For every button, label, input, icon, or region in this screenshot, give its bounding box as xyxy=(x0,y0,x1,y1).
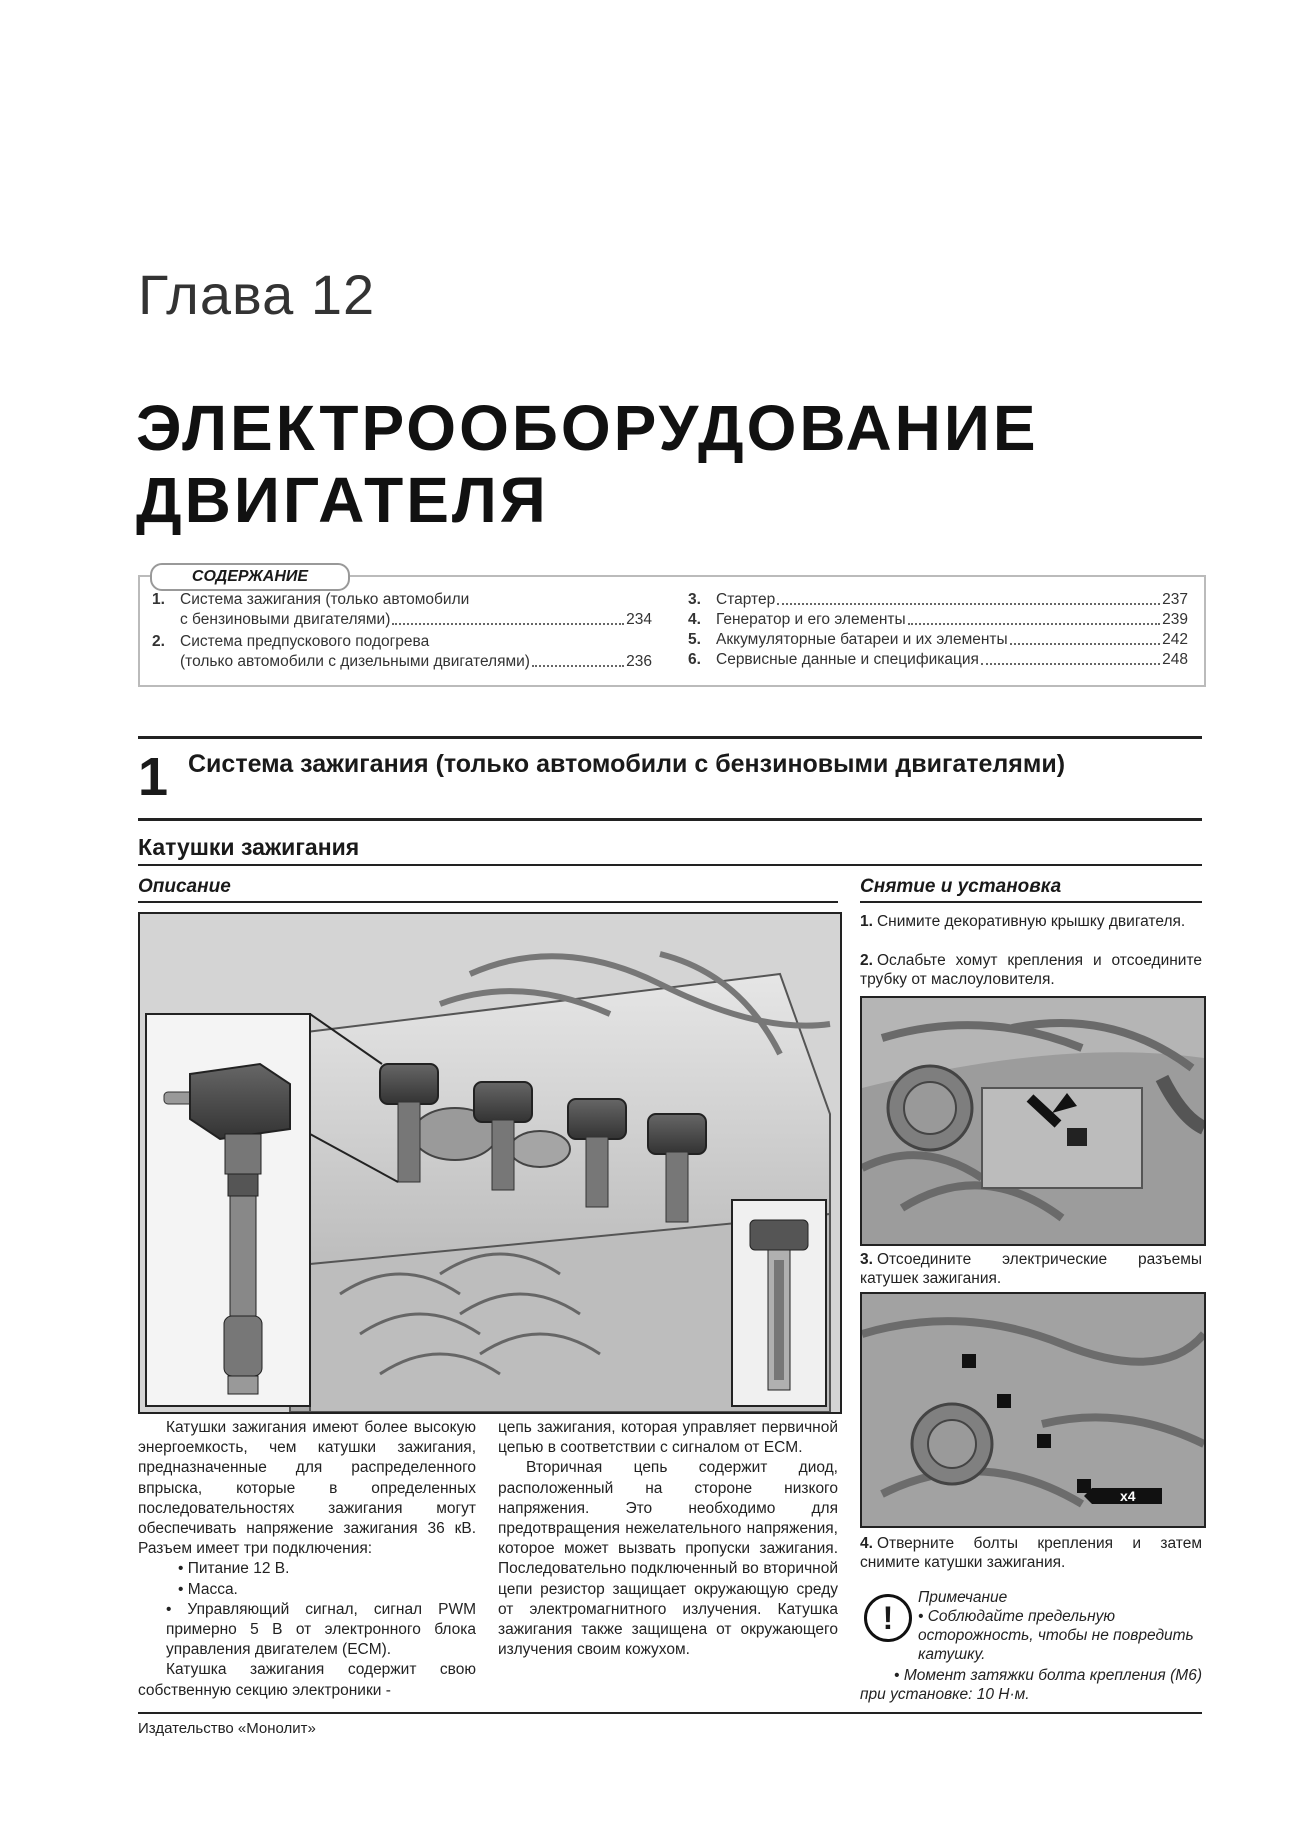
section-rule-top xyxy=(138,736,1202,739)
description-column-2 xyxy=(498,1418,838,1660)
toc-column-right xyxy=(688,590,1188,670)
bullet-item: • Управляющий сигнал, сигнал PWM примерно 5 В от электронного блока управления двигателем (ECM). xyxy=(166,1600,476,1659)
toc-item-num: 2. xyxy=(152,633,165,650)
bullet-item: • Питание 12 В. xyxy=(178,1560,290,1578)
footer-rule xyxy=(138,1712,1202,1714)
toc-item-1[interactable] xyxy=(152,590,652,630)
step-text: Отсоедините электрические разъемы катушек зажигания. xyxy=(860,1251,1202,1287)
warning-icon: ! xyxy=(864,1594,912,1642)
toc-item-text: Система зажигания (только автомобили xyxy=(180,591,470,608)
paragraph: цепь зажигания, которая управляет первичной цепью в соответствии с сигналом от ECM. xyxy=(498,1419,838,1457)
subsection-rule xyxy=(138,864,1202,866)
toc-heading: СОДЕРЖАНИЕ xyxy=(150,563,350,591)
toc-item-num: 5. xyxy=(688,631,701,648)
paragraph: Катушки зажигания имеют более высокую энергоемкость, чем катушки зажигания, предназначенные для распределенного впрыска, которые в определенных последовательностях зажигания могут обеспечивать напряжение зажигания 36 кВ. Разъем имеет три подключения: xyxy=(138,1419,476,1558)
description-heading: Описание xyxy=(138,876,838,903)
toc-item-2[interactable] xyxy=(152,632,652,672)
toc-item-text: Сервисные данные и спецификация xyxy=(716,651,979,668)
page-title-line-1: ЭЛЕКТРООБОРУДОВАНИЕ xyxy=(136,392,1039,464)
step-num: 4. xyxy=(860,1535,873,1552)
note-line-1: • Соблюдайте предельную осторожность, чтобы не повредить катушку. xyxy=(918,1608,1194,1663)
toc-item-page: 237 xyxy=(1162,591,1188,608)
chapter-label: Глава 12 xyxy=(138,263,376,326)
step-text: Отверните болты крепления и затем снимите катушки зажигания. xyxy=(860,1535,1202,1571)
toc-item-text: Аккумуляторные батареи и их элементы xyxy=(716,631,1008,648)
note-title: Примечание xyxy=(918,1589,1008,1606)
toc-item-page: 242 xyxy=(1162,631,1188,648)
note-box xyxy=(918,1588,1202,1664)
step-1 xyxy=(860,912,1202,931)
step-2 xyxy=(860,951,1202,989)
step-text: Ослабьте хомут крепления и отсоедините трубку от маслоуловителя. xyxy=(860,952,1202,988)
toc-item-num: 4. xyxy=(688,611,701,628)
paragraph: Вторичная цепь содержит диод, расположенный на стороне низкого напряжения. Это необходимо для предотвращения нежелательного напряжения, которое может вызвать пропуски зажигания. Последовательно подключенный во вторичной цепи резистор защищает окружающую среду от электромагнитного излучения. Катушка зажигания также защищена от окружающего излучения своим кожухом. xyxy=(498,1459,838,1659)
callout-label: x4 xyxy=(1120,1488,1136,1504)
removal-heading: Снятие и установка xyxy=(860,876,1202,903)
section-number: 1 xyxy=(138,747,169,807)
engine-photo-2 xyxy=(862,1294,1204,1526)
toc-item-num: 1. xyxy=(152,591,165,608)
step-num: 2. xyxy=(860,952,873,969)
toc-item-text-2: с бензиновыми двигателями) xyxy=(180,611,391,628)
engine-photo-1 xyxy=(862,998,1204,1244)
bullet-item: • Масса. xyxy=(178,1580,238,1598)
step-num: 3. xyxy=(860,1251,873,1268)
toc-item-text-2: (только автомобили с дизельными двигателями) xyxy=(180,653,530,670)
section-rule-bottom xyxy=(138,818,1202,821)
photo-step-3 xyxy=(860,1292,1206,1528)
note-line-2: • Момент затяжки болта крепления (М6) при установке: 10 Н·м. xyxy=(860,1667,1202,1703)
step-num: 1. xyxy=(860,913,873,930)
paragraph: Катушка зажигания содержит свою собственную секцию электроники - xyxy=(138,1661,476,1699)
toc-item-4[interactable] xyxy=(688,610,1188,630)
engine-illustration xyxy=(140,914,840,1412)
page-title xyxy=(136,392,1039,536)
toc-item-page: 234 xyxy=(626,611,652,628)
toc-item-num: 6. xyxy=(688,651,701,668)
toc-item-num: 3. xyxy=(688,591,701,608)
toc-item-page: 248 xyxy=(1162,651,1188,668)
toc-item-5[interactable] xyxy=(688,630,1188,650)
toc-item-text: Система предпускового подогрева xyxy=(180,633,430,650)
publisher-footer: Издательство «Монолит» xyxy=(138,1720,316,1737)
description-column-1 xyxy=(138,1418,476,1701)
page-title-line-2: ДВИГАТЕЛЯ xyxy=(136,464,549,536)
toc-column-left xyxy=(152,590,652,672)
section-title: Система зажигания (только автомобили с бензиновыми двигателями) xyxy=(188,750,1066,778)
step-4 xyxy=(860,1534,1202,1572)
engine-figure xyxy=(138,912,842,1414)
toc-item-page: 236 xyxy=(626,653,652,670)
toc-item-text: Стартер xyxy=(716,591,776,608)
subsection-title: Катушки зажигания xyxy=(138,834,360,860)
photo-step-2 xyxy=(860,996,1206,1246)
toc-item-3[interactable] xyxy=(688,590,1188,610)
step-text: Снимите декоративную крышку двигателя. xyxy=(876,913,1186,930)
toc-item-text: Генератор и его элементы xyxy=(716,611,906,628)
toc-item-page: 239 xyxy=(1162,611,1188,628)
toc-item-6[interactable] xyxy=(688,650,1188,670)
step-3 xyxy=(860,1250,1202,1288)
